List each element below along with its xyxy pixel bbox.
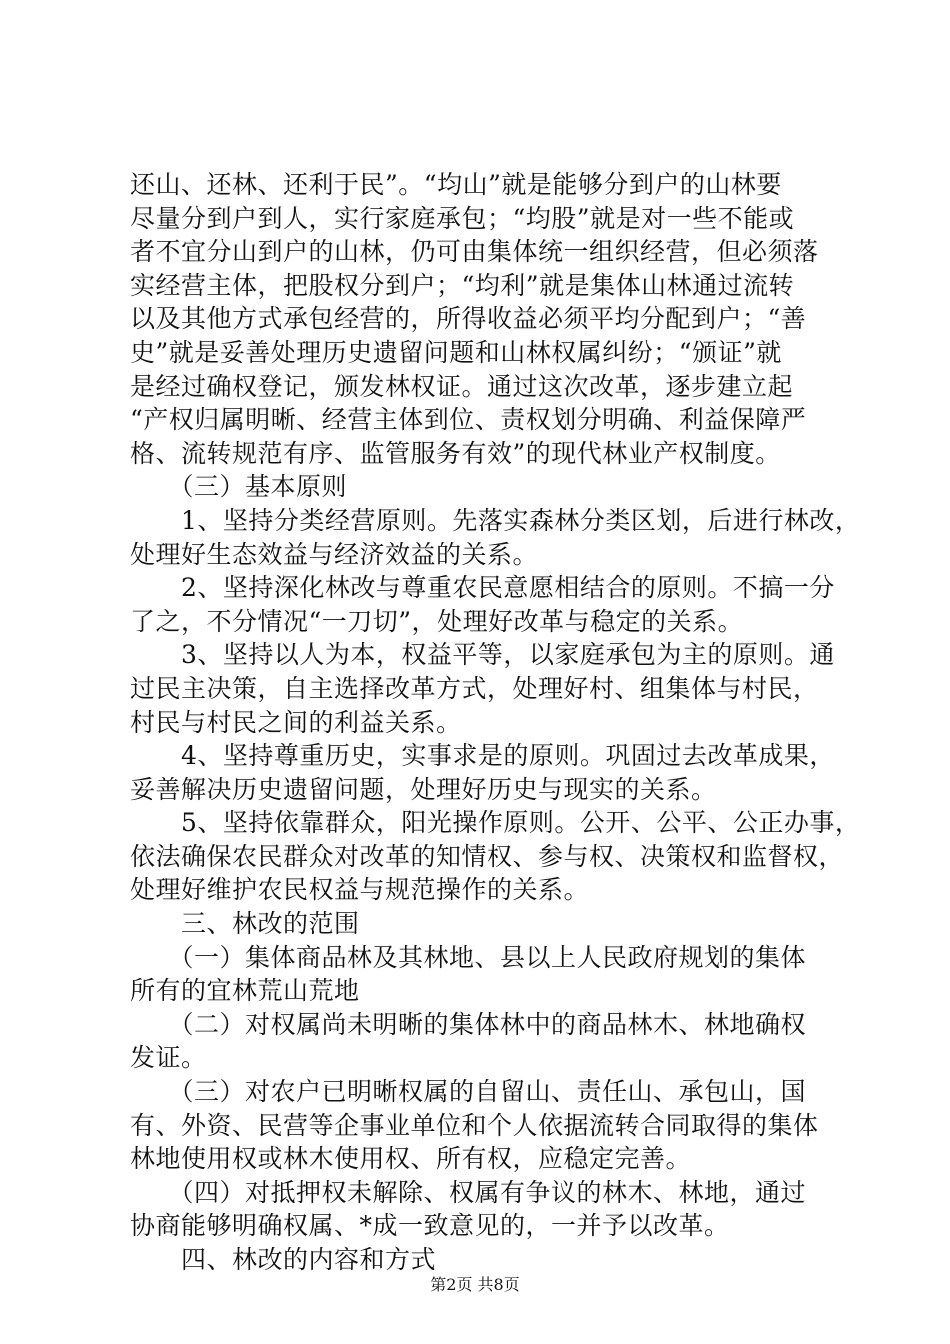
- text-line: （三）对农户已明晰权属的自留山、责任山、承包山，国: [130, 1077, 807, 1107]
- text-line: 4、坚持尊重历史，实事求是的原则。巩固过去改革成果，: [130, 741, 835, 771]
- text-line: 协商能够明确权属、*成一致意见的，一并予以改革。: [130, 1211, 730, 1241]
- text-line: “产权归属明晰、经营主体到位、责权划分明确、利益保障严: [130, 405, 807, 435]
- text-line: 尽量分到户到人，实行家庭承包；“均股”就是对一些不能或: [130, 203, 795, 233]
- text-line: 村民与村民之间的利益关系。: [130, 707, 462, 737]
- text-line: 了之，不分情况“一刀切”，处理好改革与稳定的关系。: [130, 606, 744, 636]
- text-line: 过民主决策，自主选择改革方式，处理好村、组集体与村民，: [130, 673, 819, 703]
- text-line: 格、流转规范有序、监管服务有效”的现代林业产权制度。: [130, 438, 781, 468]
- text-line: 依法确保农民群众对改革的知情权、参与权、决策权和监督权，: [130, 841, 845, 871]
- text-line: 1、坚持分类经营原则。先落实森林分类区划，后进行林改，: [130, 505, 861, 535]
- text-line: 2、坚持深化林改与尊重农民意愿相结合的原则。不搞一分: [130, 573, 835, 603]
- text-line: 还山、还林、还利于民”。“均山”就是能够分到户的山林要: [130, 170, 782, 199]
- text-line: 发证。: [130, 1043, 207, 1073]
- text-line: 所有的宜林荒山荒地: [130, 976, 360, 1006]
- text-line: （四）对抵押权未解除、权属有争议的林木、林地，通过: [130, 1177, 807, 1207]
- page-footer: 第2页 共8页: [430, 1275, 520, 1294]
- text-line: 妥善解决历史遗留问题，处理好历史与现实的关系。: [130, 774, 717, 804]
- text-line: 者不宜分山到户的山林，仍可由集体统一组织经营，但必须落: [130, 237, 819, 267]
- text-line: 是经过确权登记，颁发林权证。通过这次改革，逐步建立起: [130, 371, 794, 401]
- text-line: 处理好生态效益与经济效益的关系。: [130, 539, 539, 569]
- text-line: 史”就是妥善处理历史遗留问题和山林权属纠纷；“颁证”就: [130, 337, 782, 367]
- text-line: （二）对权属尚未明晰的集体林中的商品林木、林地确权: [130, 1009, 807, 1039]
- text-line: 以及其他方式承包经营的，所得收益必须平均分配到户；“善: [130, 304, 807, 334]
- text-line: 实经营主体，把股权分到户；“均利”就是集体山林通过流转: [130, 270, 795, 300]
- text-line: 有、外资、民营等企事业单位和个人依据流转合同取得的集体: [130, 1110, 819, 1140]
- section-heading: （三）基本原则: [130, 472, 348, 502]
- text-line: 处理好维护农民权益与规范操作的关系。: [130, 875, 590, 905]
- section-heading: 三、林改的范围: [130, 909, 360, 939]
- section-heading: 四、林改的内容和方式: [130, 1245, 437, 1274]
- text-line: （一）集体商品林及其林地、县以上人民政府规划的集体: [130, 942, 807, 972]
- text-line: 3、坚持以人为本，权益平等，以家庭承包为主的原则。通: [130, 640, 835, 670]
- text-line: 林地使用权或林木使用权、所有权，应稳定完善。: [130, 1144, 692, 1174]
- body-text: [130, 168, 861, 1277]
- text-line: 5、坚持依靠群众，阳光操作原则。公开、公平、公正办事，: [130, 808, 861, 838]
